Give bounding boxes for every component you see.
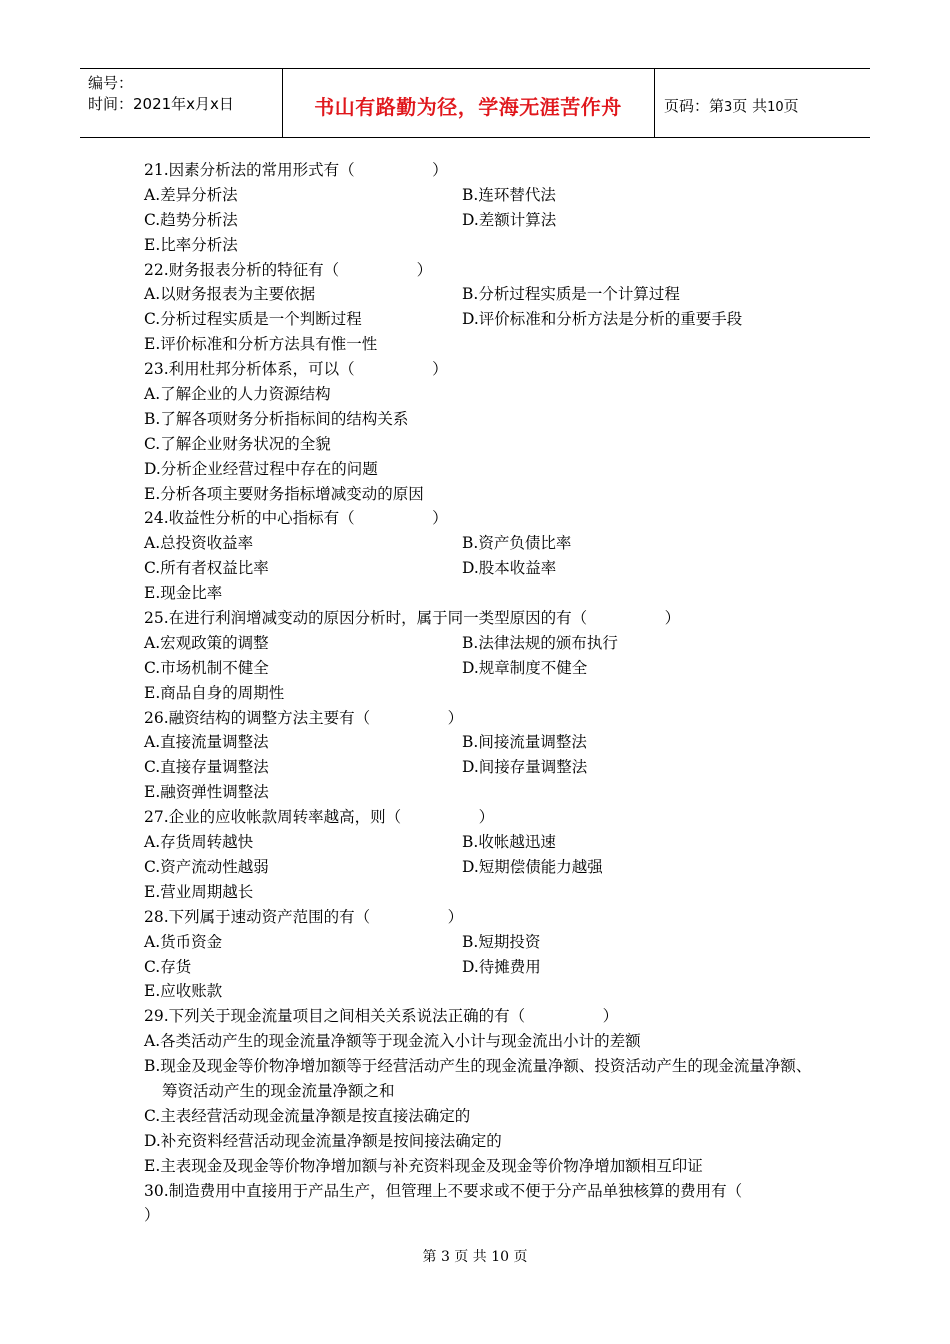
option-d: D.短期偿债能力越强 — [462, 857, 603, 876]
option-b: B.短期投资 — [462, 932, 541, 951]
page-suffix: 页 — [783, 97, 799, 115]
option-c: C.了解企业财务状况的全貌 — [144, 434, 331, 453]
option-b: B.间接流量调整法 — [462, 733, 587, 752]
motto: 书山有路勤为径，学海无涯苦作舟 — [314, 95, 622, 119]
option-row — [144, 656, 824, 681]
option-e: E.融资弹性调整法 — [144, 783, 269, 802]
option-d: D.补充资料经营活动现金流量净额是按间接法确定的 — [144, 1131, 502, 1150]
question-stem: 23.利用杜邦分析体系，可以（ ） — [144, 360, 448, 379]
question-stem: 24.收益性分析的中心指标有（ ） — [144, 509, 448, 528]
option-row — [144, 755, 824, 780]
option-c: C.所有者权益比率 — [144, 559, 269, 578]
option-a: A.货币资金 — [144, 932, 223, 951]
option-c: C.资产流动性越弱 — [144, 857, 269, 876]
option-b: B.现金及现金等价物净增加额等于经营活动产生的现金流量净额、投资活动产生的现金流量净额、筹资活动产生的现金流量净额之和 — [144, 1057, 812, 1100]
option-e: E.营业周期越长 — [144, 882, 254, 901]
code-label: 编号： — [88, 74, 134, 92]
option-e: E.评价标准和分析方法具有惟一性 — [144, 335, 378, 354]
question-stem: 30.制造费用中直接用于产品生产，但管理上不要求或不便于分产品单独核算的费用有（ — [144, 1181, 743, 1200]
option-row — [144, 282, 824, 307]
option-d: D.分析企业经营过程中存在的问题 — [144, 459, 378, 478]
option-b: B.资产负债比率 — [462, 534, 572, 553]
option-c: C.趋势分析法 — [144, 210, 238, 229]
option-a: A.直接流量调整法 — [144, 733, 269, 752]
option-row — [144, 531, 824, 556]
option-e: E.应收账款 — [144, 982, 223, 1001]
option-a: A.差异分析法 — [144, 185, 238, 204]
option-d: D.股本收益率 — [462, 559, 557, 578]
option-a: A.存货周转越快 — [144, 833, 254, 852]
option-row — [144, 208, 824, 233]
option-d: D.评价标准和分析方法是分析的重要手段 — [462, 310, 743, 329]
option-row — [144, 556, 824, 581]
option-d: D.间接存量调整法 — [462, 758, 588, 777]
option-a: A.各类活动产生的现金流量净额等于现金流入小计与现金流出小计的差额 — [144, 1032, 641, 1051]
option-e: E.商品自身的周期性 — [144, 683, 285, 702]
option-b: B.法律法规的颁布执行 — [462, 633, 618, 652]
page-footer: 第 3 页 共 10 页 — [422, 1249, 528, 1265]
page-current: 3 — [724, 100, 733, 115]
option-a: A.总投资收益率 — [144, 534, 254, 553]
option-b: B.连环替代法 — [462, 185, 556, 204]
question-list — [144, 158, 824, 1228]
option-row — [144, 307, 824, 332]
page-total: 10 — [767, 100, 784, 115]
question-stem: 28.下列属于速动资产范围的有（ ） — [144, 907, 464, 926]
option-b: B.了解各项财务分析指标间的结构关系 — [144, 409, 409, 428]
page-prefix: 页码：第 — [664, 97, 725, 115]
option-e: E.分析各项主要财务指标增减变动的原因 — [144, 484, 424, 503]
option-c: C.分析过程实质是一个判断过程 — [144, 310, 362, 329]
page-middle: 页 共 — [732, 97, 768, 115]
option-c: C.主表经营活动现金流量净额是按直接法确定的 — [144, 1106, 471, 1125]
option-c: C.市场机制不健全 — [144, 658, 269, 677]
option-row — [144, 930, 824, 955]
option-e: E.主表现金及现金等价物净增加额与补充资料现金及现金等价物净增加额相互印证 — [144, 1156, 703, 1175]
option-row — [144, 730, 824, 755]
option-e: E.现金比率 — [144, 584, 223, 603]
option-c: C.存货 — [144, 957, 192, 976]
question-stem-continued: ） — [144, 1206, 160, 1225]
question-stem: 27.企业的应收帐款周转率越高，则（ ） — [144, 808, 495, 827]
question-stem: 21.因素分析法的常用形式有（ ） — [144, 161, 448, 179]
option-row — [144, 631, 824, 656]
option-row — [144, 183, 824, 208]
question-stem: 25.在进行利润增减变动的原因分析时，属于同一类型原因的有（ ） — [144, 609, 681, 628]
option-a: A.以财务报表为主要依据 — [144, 285, 316, 304]
option-d: D.规章制度不健全 — [462, 658, 588, 677]
option-a: A.了解企业的人力资源结构 — [144, 385, 331, 404]
option-b: B.分析过程实质是一个计算过程 — [462, 285, 680, 304]
option-row — [144, 955, 824, 980]
option-b: B.收帐越迅速 — [462, 833, 556, 852]
option-d: D.待摊费用 — [462, 957, 541, 976]
page-indicator — [664, 95, 799, 116]
option-a: A.宏观政策的调整 — [144, 633, 269, 652]
option-c: C.直接存量调整法 — [144, 758, 269, 777]
option-e: E.比率分析法 — [144, 235, 238, 254]
question-stem: 29.下列关于现金流量项目之间相关关系说法正确的有（ ） — [144, 1007, 619, 1026]
header-divider — [654, 69, 655, 137]
question-stem: 22.财务报表分析的特征有（ ） — [144, 260, 433, 279]
header-meta — [88, 73, 278, 115]
option-row — [144, 855, 824, 880]
option-d: D.差额计算法 — [462, 210, 557, 229]
question-stem: 26.融资结构的调整方法主要有（ ） — [144, 708, 464, 727]
date-label: 时间：2021年x月x日 — [88, 95, 234, 113]
document-header — [80, 68, 870, 138]
option-row — [144, 830, 824, 855]
